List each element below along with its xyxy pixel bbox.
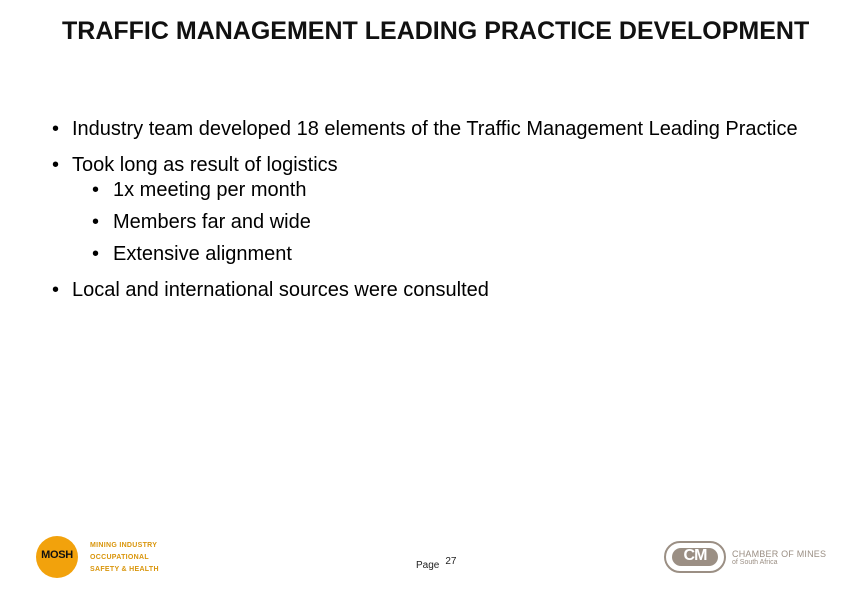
cm-badge <box>664 541 726 573</box>
bullet-text: Local and international sources were consulted <box>72 279 489 301</box>
sub-bullet-item <box>50 210 810 235</box>
mosh-line: SAFETY & HEALTH <box>90 566 159 573</box>
bullet-dot: • <box>52 279 60 301</box>
sub-bullet-text: Extensive alignment <box>113 243 292 265</box>
page-label: Page <box>416 560 440 571</box>
mosh-logo <box>36 536 176 580</box>
sub-bullet-item <box>50 242 810 267</box>
mosh-line: MINING INDUSTRY <box>90 542 158 549</box>
chamber-of-mines-logo <box>664 541 834 577</box>
page-number-value: 27 <box>445 556 457 567</box>
bullet-dot: • <box>52 154 60 176</box>
sub-bullet-list <box>50 178 810 267</box>
page-number <box>416 556 457 571</box>
bullet-text: Industry team developed 18 elements of the Traffic Management Leading Practice <box>72 118 798 140</box>
bullet-dot: • <box>92 243 100 265</box>
bullet-text: Took long as result of logistics <box>72 154 338 176</box>
slide-title: TRAFFIC MANAGEMENT LEADING PRACTICE DEVELOPMENT <box>62 17 810 45</box>
sub-bullet-item <box>50 178 810 203</box>
cm-logo-text <box>732 549 826 567</box>
mosh-badge-text: MOSH <box>41 549 73 561</box>
cm-line-1: CHAMBER OF MINES <box>732 549 827 559</box>
bullet-item <box>50 117 810 142</box>
bullet-dot: • <box>92 179 100 201</box>
bullet-item <box>50 153 810 178</box>
cm-badge-text: CM <box>683 547 707 564</box>
bullet-item <box>50 278 810 303</box>
bullet-list <box>50 117 810 314</box>
bullet-dot: • <box>52 118 60 140</box>
mosh-logo-text <box>90 540 159 576</box>
bullet-dot: • <box>92 211 100 233</box>
mosh-line: OCCUPATIONAL <box>90 554 149 561</box>
cm-line-2: of South Africa <box>732 559 778 566</box>
sub-bullet-text: Members far and wide <box>113 211 311 233</box>
sub-bullet-text: 1x meeting per month <box>113 179 307 201</box>
